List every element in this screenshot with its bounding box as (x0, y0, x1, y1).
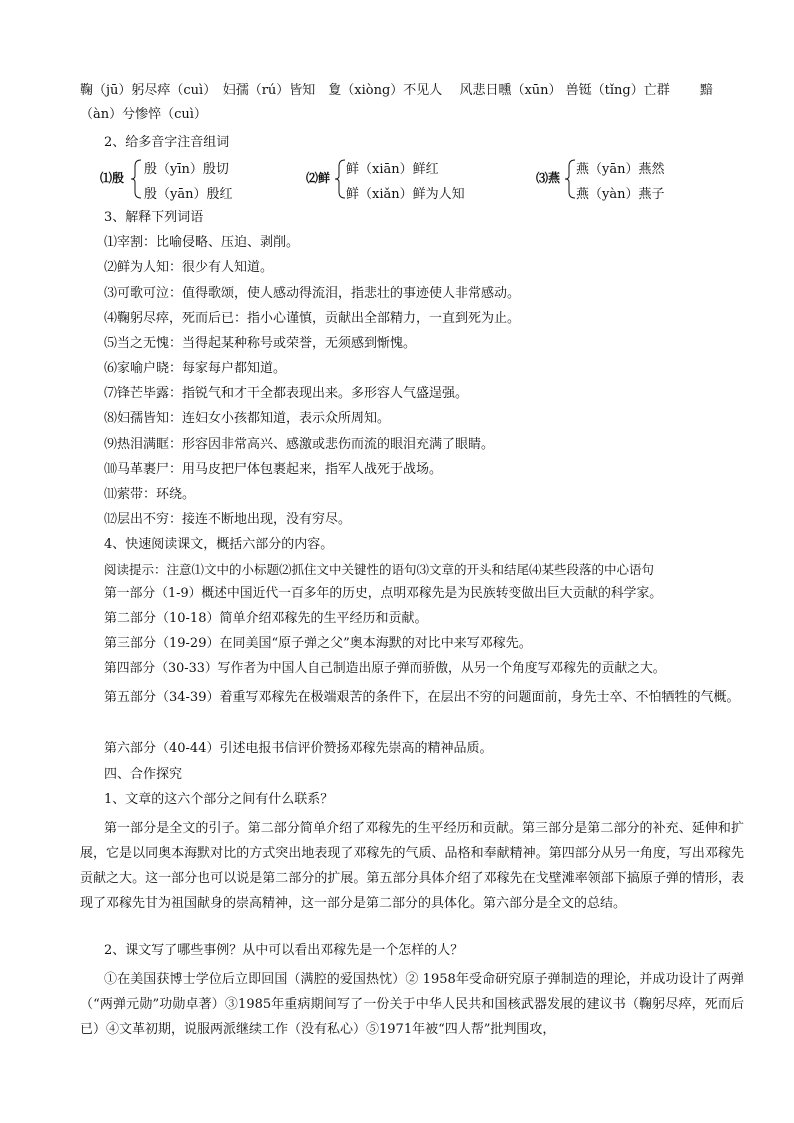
brace-icon (334, 156, 346, 202)
pinyin-line-1: 鞠（jū）躬尽瘁（cuì） 妇孺（rú）皆知 夐（xiòng）不见人 风悲日曛（xūn） 兽铤（tǐng）亡群 黯 (80, 83, 713, 98)
part-summary: 第六部分（40-44）引述电报书信评价赞扬邓稼先崇高的精神品质。 (104, 741, 493, 756)
polyphone-item: 鲜（xiǎn）鲜为人知 (346, 187, 465, 202)
definition-item: ⑹家喻户晓：每家每户都知道。 (104, 361, 287, 376)
definition-item: ⑷鞠躬尽瘁，死而后已：指小心谨慎，贡献出全部精力，一直到死为止。 (104, 311, 521, 326)
polyphone-group-1 (100, 156, 300, 202)
definition-item: ⑶可歌可泣：值得歌颂，使人感动得流泪，指悲壮的事迹使人非常感动。 (104, 286, 521, 301)
answer-1: 第一部分是全文的引子。第二部分简单介绍了邓稼先的生平经历和贡献。第三部分是第二部分的补充、延伸和扩展，它是以同奥本海默对比的方式突出地表现了邓稼先的气质、品格和奉献精神。第四部分从另一角度，写出邓稼先贡献之大。这一部分也可以说是第二部分的扩展。第五部分具体介绍了邓稼先在戈壁滩率领部下搞原子弹的情形，表现了邓稼先甘为祖国献身的崇高精神，这一部分是第二部分的具体化。第六部分是全文的总结。 (80, 821, 744, 911)
part-summary: 第四部分（30-33）写作者为中国人自己制造出原子弹而骄傲，从另一个角度写邓稼先的贡献之大。 (104, 661, 666, 676)
section-4-title: 4、快速阅读课文，概括六部分的内容。 (104, 537, 334, 552)
section-four-heading: 四、合作探究 (104, 767, 183, 782)
reading-hint: 阅读提示：注意⑴文中的小标题⑵抓住文中关键性的语句⑶文章的开头和结尾⑷某些段落的中心语句 (104, 562, 655, 577)
definition-item: ⑴宰割：比喻侵略、压迫、剥削。 (104, 235, 300, 250)
definition-item: ⑸当之无愧：当得起某种称号或荣誉，无须感到惭愧。 (104, 336, 417, 351)
part-summary: 第一部分（1-9）概述中国近代一百多年的历史，点明邓稼先是为民族转变做出巨大贡献的科学家。 (104, 586, 663, 601)
brace-icon (130, 156, 142, 202)
polyphone-item: 殷（yīn）殷切 (144, 162, 229, 177)
polyphone-item: 殷（yān）殷红 (144, 187, 233, 202)
answer-2: ①在美国获博士学位后立即回国（满腔的爱国热忱）② 1958年受命研究原子弹制造的理论，并成功设计了两弹（“两弹元勋”功勋卓著）③1985年重病期间写了一份关于中华人民共和国核武器发展的建议书（鞠躬尽瘁，死而后已）④文革初期，说服两派继续工作（没有私心）⑤1971年被“四人帮”批判围攻， (80, 972, 744, 1037)
definition-item: ⑼热泪满眶：形容因非常高兴、感激或悲伤而流的眼泪充满了眼睛。 (104, 437, 495, 452)
section-2-title: 2、给多音字注音组词 (104, 135, 230, 150)
polyphone-group-2 (306, 156, 506, 202)
polyphone-item: 燕（yàn）燕子 (576, 187, 665, 202)
definition-item: ⑾萦带：环绕。 (104, 487, 196, 502)
part-summary: 第二部分（10-18）简单介绍邓稼先的生平经历和贡献。 (104, 611, 428, 626)
polyphone-label: ⑴殷 (100, 171, 125, 185)
definition-item: ⑺锋芒毕露：指锐气和才干全都表现出来。多形容人气盛逞强。 (104, 386, 469, 401)
polyphone-label: ⑶燕 (536, 171, 561, 185)
part-summary: 第五部分（34-39）着重写邓稼先在极端艰苦的条件下，在层出不穷的问题面前，身先士卒、不怕牺牲的气概。 (104, 690, 740, 705)
definition-item: ⑻妇孺皆知：连妇女小孩都知道，表示众所周知。 (104, 411, 391, 426)
polyphone-item: 燕（yān）燕然 (576, 162, 665, 177)
polyphone-item: 鲜（xiān）鲜红 (346, 162, 439, 177)
part-summary: 第三部分（19-29）在同美国“原子弹之父”奥本海默的对比中来写邓稼先。 (104, 636, 532, 651)
definition-item: ⑿层出不穷：接连不断地出现，没有穷尽。 (104, 512, 352, 527)
question-1: 1、文章的这六个部分之间有什么联系？ (104, 792, 334, 807)
question-2: 2、课文写了哪些事例？从中可以看出邓稼先是一个怎样的人？ (104, 943, 464, 958)
brace-icon (564, 156, 576, 202)
polyphone-group-3 (536, 156, 736, 202)
definition-item: ⑵鲜为人知：很少有人知道。 (104, 260, 274, 275)
definition-item: ⑽马革裹尸：用马皮把尸体包裹起来，指军人战死于战场。 (104, 462, 443, 477)
pinyin-line-2: （àn）兮惨悴（cuì） (80, 107, 207, 122)
polyphone-label: ⑵鲜 (306, 171, 331, 185)
section-3-title: 3、解释下列词语 (104, 210, 204, 225)
